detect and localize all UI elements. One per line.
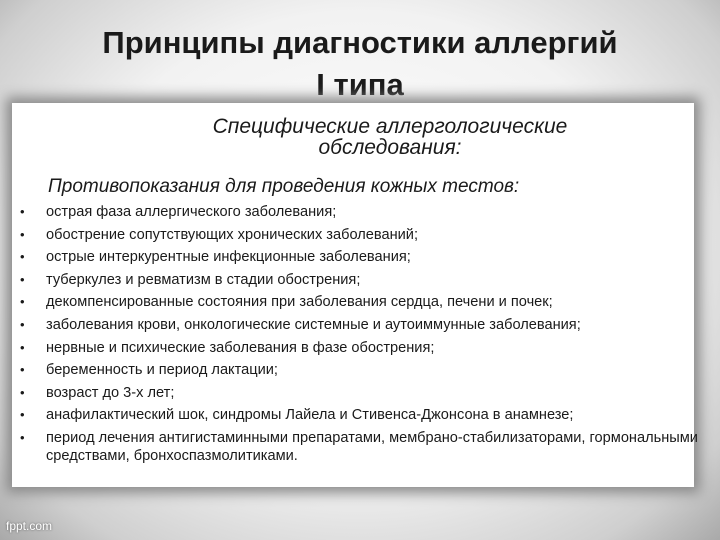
list-item	[20, 384, 700, 402]
list-item-text: острые интеркурентные инфекционные заболевания;	[46, 249, 411, 266]
watermark: fppt.com	[6, 519, 53, 533]
list-item	[20, 293, 700, 311]
list-item-text: возраст до 3-х лет;	[46, 384, 175, 401]
list-item	[20, 316, 700, 334]
bullet-icon: •	[20, 316, 25, 332]
bullet-icon: •	[20, 204, 25, 219]
bullet-icon: •	[20, 384, 25, 400]
subtitle	[150, 116, 630, 158]
list-item-text: обострение сопутствующих хронических заболеваний;	[46, 226, 419, 243]
bullet-icon: •	[20, 249, 25, 265]
list-item-text: период лечения антигистаминными препаратами, мембрано-стабилизаторами, гормональными средствами, бронхоспазмолитиками.	[46, 429, 698, 464]
bullet-icon: •	[20, 226, 25, 242]
list-item-text: декомпенсированные состояния при заболевания сердца, печени и почек;	[46, 294, 553, 311]
list-item-text: заболевания крови, онкологические системные и аутоиммунные заболевания;	[46, 316, 581, 333]
slide-title-line2: I типа	[316, 67, 404, 102]
list-item	[20, 406, 700, 424]
bullet-icon: •	[20, 362, 25, 378]
list-item-text: беременность и период лактации;	[46, 362, 278, 379]
list-item-text: нервные и психические заболевания в фазе обострения;	[46, 339, 435, 356]
list-item	[20, 226, 700, 244]
bullet-icon: •	[20, 339, 25, 355]
bullet-icon: •	[20, 271, 25, 287]
list-item	[20, 429, 700, 465]
bullet-icon: •	[20, 429, 25, 445]
section-heading: Противопоказания для проведения кожных тестов:	[48, 176, 520, 197]
bullet-icon: •	[20, 407, 25, 423]
list-item	[20, 203, 700, 221]
list-item-text: анафилактический шок, синдромы Лайела и Стивенса-Джонсона в анамнезе;	[46, 407, 574, 424]
list-item-text: туберкулез и ревматизм в стадии обострения;	[46, 271, 361, 288]
list-item	[20, 361, 700, 379]
list-item	[20, 271, 700, 289]
slide-title-line1: Принципы диагностики аллергий	[102, 25, 618, 60]
subtitle-line2: обследования:	[318, 136, 462, 159]
subtitle-line1: Специфические аллергологические	[212, 115, 568, 138]
bullet-icon: •	[20, 294, 25, 310]
list-item	[20, 248, 700, 266]
list-item	[20, 339, 700, 357]
contraindications-list	[20, 203, 700, 470]
slide-title	[0, 22, 720, 106]
list-item-text: острая фаза аллергического заболевания;	[46, 204, 337, 220]
